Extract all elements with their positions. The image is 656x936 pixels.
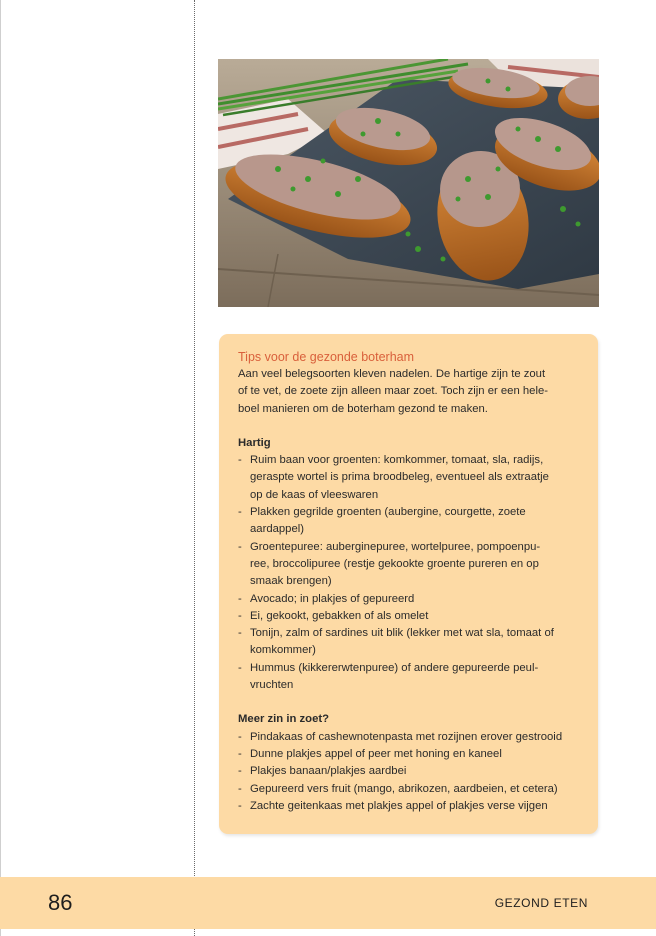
list-item: - Ei, gekookt, gebakken of als omelet — [238, 609, 429, 622]
hartig-heading: Hartig — [238, 436, 271, 449]
zoet-list — [238, 729, 584, 815]
page-number: 86 — [48, 890, 73, 915]
list-item: - Plakjes banaan/plakjes aardbei — [238, 765, 407, 778]
list-item: - Tonijn, zalm of sardines uit blik (lekker met wat sla, tomaat of komkommer) — [238, 627, 554, 657]
list-item: - Hummus (kikkererwtenpuree) of andere gepureerde peul- vruchten — [238, 661, 539, 692]
list-item: - Plakken gegrilde groenten (aubergine, courgette, zoete aardappel) — [238, 506, 526, 536]
list-item: - Avocado; in plakjes of gepureerd — [238, 592, 415, 605]
hartig-list — [238, 452, 584, 694]
zoet-heading: Meer zin in zoet? — [238, 713, 330, 726]
list-item: - Groentepuree: auberginepuree, wortelpuree, pompoenpu- ree, broccolipuree (restje gekookte groente pureren en op smaak brengen) — [238, 540, 541, 588]
section-title: GEZOND ETEN — [494, 896, 588, 910]
list-item: - Pindakaas of cashewnotenpasta met rozijnen erover gestrooid — [238, 730, 563, 743]
bruschetta-photo — [218, 59, 599, 307]
dotted-margin-line — [194, 0, 195, 936]
list-item: - Gepureerd vers fruit (mango, abrikozen, aardbeien, et cetera) — [238, 782, 558, 795]
tips-intro: Aan veel belegsoorten kleven nadelen. De hartige zijn te zout of te vet, de zoete zijn alleen maar zoet. Toch zijn er een hele- boel manieren om de boterham gezond te maken. — [238, 368, 549, 415]
list-item: - Dunne plakjes appel of peer met honing en kaneel — [238, 747, 502, 760]
page-edge — [0, 0, 1, 936]
list-item: - Zachte geitenkaas met plakjes appel of plakjes verse vijgen — [238, 799, 548, 812]
list-item: - Ruim baan voor groenten: komkommer, tomaat, sla, radijs, geraspte wortel is prima broodbeleg, eventueel als extraatje op de kaas of vleeswaren — [238, 454, 549, 501]
tips-box — [219, 334, 598, 834]
tips-title: Tips voor de gezonde boterham — [238, 350, 415, 364]
